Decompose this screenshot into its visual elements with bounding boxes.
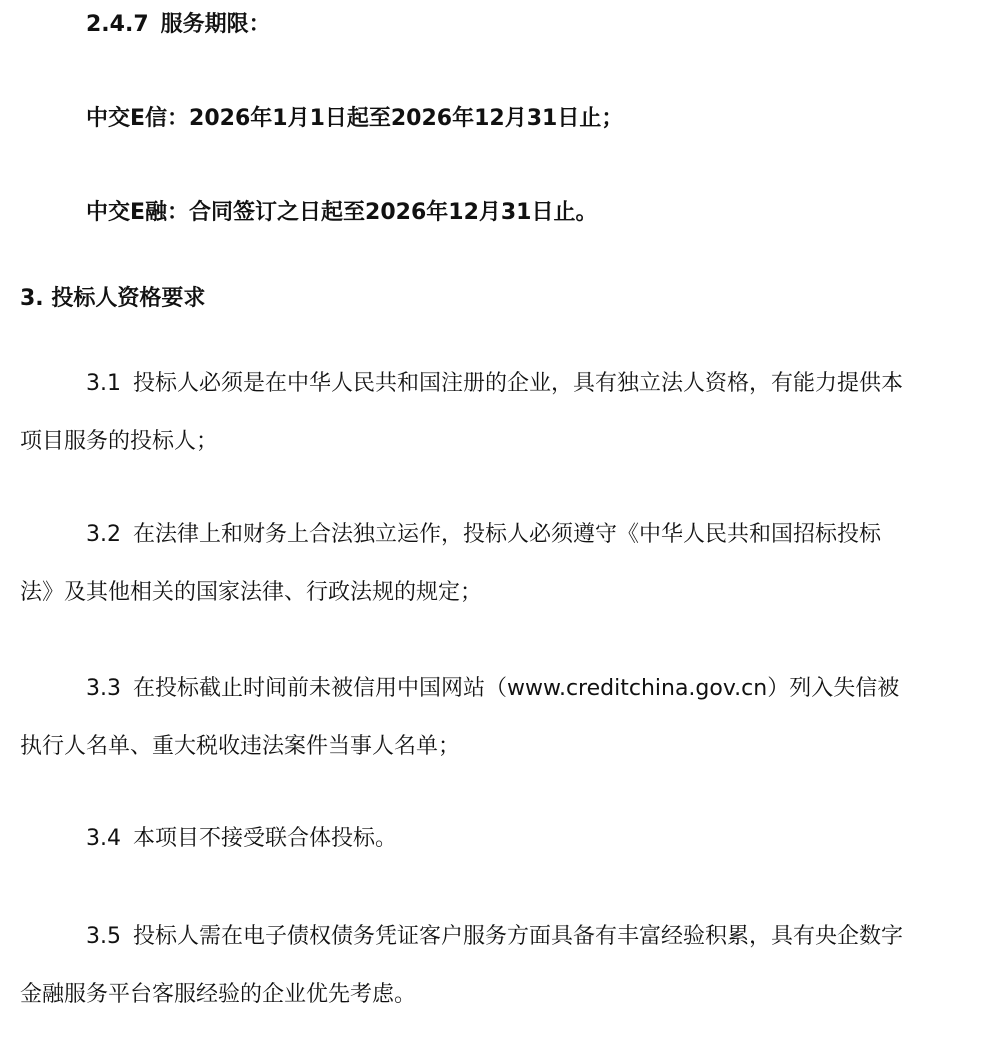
clause-3-4-line-1 [86, 824, 397, 854]
clause-text: 投标人需在电子债权债务凭证客户服务方面具备有丰富经验积累，具有央企数字 [133, 924, 904, 949]
clause-text: 投标人必须是在中华人民共和国注册的企业，具有独立法人资格，有能力提供本 [133, 371, 904, 396]
clause-3-5-line-1 [86, 922, 903, 952]
clause-text: 在投标截止时间前未被信用中国网站（www.creditchina.gov.cn）列入失信被 [133, 676, 900, 701]
clause-number: 3.3 [86, 676, 121, 701]
clause-text: 本项目不接受联合体投标。 [133, 826, 398, 851]
section-3-heading: 3. 投标人资格要求 [20, 286, 206, 311]
service-period-zjex: 中交E信：2026年1月1日起至2026年12月31日止； [86, 106, 624, 131]
clause-text: 在法律上和财务上合法独立运作，投标人必须遵守《中华人民共和国招标投标 [133, 522, 882, 547]
clause-3-2-line-2: 法》及其他相关的国家法律、行政法规的规定； [20, 580, 483, 605]
clause-3-3-line-2: 执行人名单、重大税收违法案件当事人名单； [20, 734, 461, 759]
section-number: 2.4.7 [86, 12, 149, 37]
clause-3-5-line-2: 金融服务平台客服经验的企业优先考虑。 [20, 982, 417, 1007]
clause-number: 3.1 [86, 371, 121, 396]
clause-3-3-line-1 [86, 674, 899, 704]
service-period-zjer: 中交E融：合同签订之日起至2026年12月31日止。 [86, 200, 598, 225]
clause-number: 3.2 [86, 522, 121, 547]
clause-3-1-line-2: 项目服务的投标人； [20, 429, 219, 454]
clause-3-1-line-1 [86, 369, 903, 399]
section-2-4-7-heading [86, 10, 271, 40]
clause-number: 3.4 [86, 826, 121, 851]
section-title: 服务期限： [160, 12, 271, 37]
clause-3-2-line-1 [86, 520, 881, 550]
clause-number: 3.5 [86, 924, 121, 949]
